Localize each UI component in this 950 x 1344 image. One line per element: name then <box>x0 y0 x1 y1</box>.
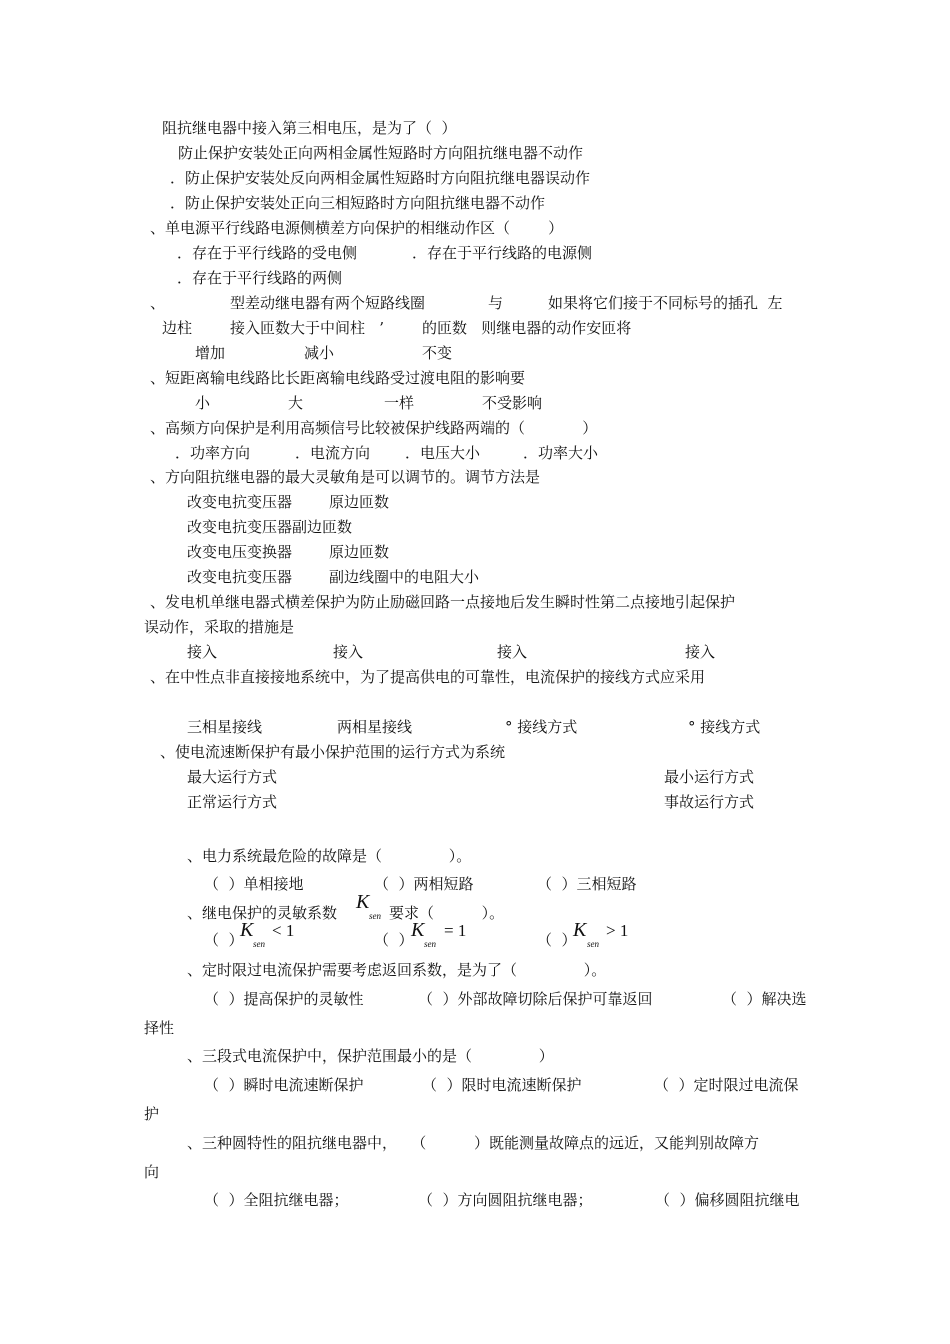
q14-option-2: （ ）方向圆阻抗继电器； <box>418 1191 593 1209</box>
q3-stem-part2: 型差动继电器有两个短路线圈 <box>230 294 426 312</box>
q5-option-3: ．电压大小 <box>405 444 481 462</box>
q6-option-b: 改变电抗变压器副边匝数 <box>187 518 353 536</box>
q13-option-3-wrap: 护 <box>144 1105 160 1123</box>
q12-stem: 、定时限过电流保护需要考虑返回系数，是为了（ ）。 <box>187 961 607 979</box>
q7-option-1: 接入 <box>187 643 218 661</box>
q8-option-4: ° 接线方式 <box>688 718 761 736</box>
q14-option-1: （ ）全阻抗继电器； <box>204 1191 349 1209</box>
q8-stem: 、在中性点非直接接地系统中，为了提高供电的可靠性，电流保护的接线方式应采用 <box>150 668 706 686</box>
q4-stem: 、短距离输电线路比长距离输电线路受过渡电阻的影响要 <box>150 369 526 387</box>
q8-option-2: 两相星接线 <box>337 718 413 736</box>
q2-option-c: ．存在于平行线路的两侧 <box>177 269 343 287</box>
q11-option-2-k-symbol: K <box>411 919 425 941</box>
q6-option-a-1: 改变电抗变压器 <box>187 493 293 511</box>
q3-line2-a: 边柱 <box>162 319 193 337</box>
q11-stem-part2: 要求（ ）。 <box>389 904 505 922</box>
q13-option-2: （ ）限时电流速断保护 <box>422 1076 582 1094</box>
q4-option-2: 大 <box>288 394 304 412</box>
q13-stem: 、三段式电流保护中，保护范围最小的是（ ） <box>187 1047 554 1065</box>
q1-option-b: ．防止保护安装处反向两相金属性短路时方向阻抗继电器误动作 <box>170 169 591 187</box>
q3-line2-c: 的匝数 则继电器的动作安匝将 <box>422 319 632 337</box>
q5-option-1: ．功率方向 <box>175 444 251 462</box>
q6-option-d-2: 副边线圈中的电阻大小 <box>329 568 480 586</box>
q9-stem: 、使电流速断保护有最小保护范围的运行方式为系统 <box>160 743 506 761</box>
q1-option-c: ．防止保护安装处正向三相短路时方向阻抗继电器不动作 <box>170 194 546 212</box>
q11-option-1-k-symbol: K <box>240 919 254 941</box>
q3-line2-b: 接入匝数大于中间柱 ’ <box>230 319 385 337</box>
q9-option-4: 事故运行方式 <box>664 793 755 811</box>
q12-option-2: （ ）外部故障切除后保护可靠返回 <box>418 990 653 1008</box>
q6-option-a-2: 原边匝数 <box>329 493 390 511</box>
q12-option-1: （ ）提高保护的灵敏性 <box>204 990 364 1008</box>
q2-option-a: ．存在于平行线路的受电侧 <box>177 244 358 262</box>
q11-option-1-paren: （ ） <box>204 931 244 949</box>
q10-stem: 、电力系统最危险的故障是（ ）。 <box>187 847 472 865</box>
q7-stem-line1: 、发电机单继电器式横差保护为防止励磁回路一点接地后发生瞬时性第二点接地引起保护 <box>150 593 736 611</box>
q9-option-2: 最小运行方式 <box>664 768 755 786</box>
q14-stem: 、三种圆特性的阻抗继电器中， （ ）既能测量故障点的远近，又能判别故障方 <box>187 1134 759 1152</box>
q1-stem: 阻抗继电器中接入第三相电压，是为了（ ） <box>162 119 457 137</box>
q8-option-1: 三相星接线 <box>187 718 263 736</box>
q7-option-2: 接入 <box>333 643 364 661</box>
q14-option-3: （ ）偏移圆阻抗继电 <box>655 1191 800 1209</box>
q9-option-3: 正常运行方式 <box>187 793 278 811</box>
q12-option-3-wrap: 择性 <box>144 1019 175 1037</box>
q3-option-3: 不变 <box>422 344 453 362</box>
q2-option-b: ．存在于平行线路的电源侧 <box>412 244 593 262</box>
q11-option-3-paren: （ ） <box>537 931 577 949</box>
q4-option-3: 一样 <box>384 394 415 412</box>
q11-stem-k-symbol: K <box>356 891 370 913</box>
q11-option-1-subscript: sen <box>253 939 265 949</box>
q3-option-1: 增加 <box>195 344 226 362</box>
q6-option-c-1: 改变电压变换器 <box>187 543 293 561</box>
q11-stem-part1: 、继电保护的灵敏系数 <box>187 904 338 922</box>
q10-option-1: （ ）单相接地 <box>204 875 304 893</box>
q5-stem: 、高频方向保护是利用高频信号比较被保护线路两端的（ ） <box>150 419 598 437</box>
q5-option-2: ．电流方向 <box>295 444 371 462</box>
q11-option-3-relation: > 1 <box>606 921 629 940</box>
q11-option-3-subscript: sen <box>587 939 599 949</box>
q11-option-3-k-symbol: K <box>573 919 587 941</box>
q10-option-2: （ ）两相短路 <box>374 875 474 893</box>
q10-option-3: （ ）三相短路 <box>537 875 637 893</box>
q7-option-4: 接入 <box>685 643 716 661</box>
q12-option-3: （ ）解决选 <box>722 990 807 1008</box>
q11-option-2-relation: = 1 <box>444 921 467 940</box>
q3-option-2: 减小 <box>304 344 335 362</box>
q6-option-d-1: 改变电抗变压器 <box>187 568 293 586</box>
q13-option-1: （ ）瞬时电流速断保护 <box>204 1076 364 1094</box>
q11-stem-k-subscript: sen <box>369 911 381 921</box>
q4-option-1: 小 <box>195 394 211 412</box>
q11-option-2-subscript: sen <box>424 939 436 949</box>
q3-stem-part3: 与 <box>488 294 504 312</box>
q13-option-3: （ ）定时限过电流保 <box>654 1076 799 1094</box>
q2-stem: 、单电源平行线路电源侧横差方向保护的相继动作区（ ） <box>150 219 564 237</box>
q4-option-4: 不受影响 <box>482 394 543 412</box>
q3-stem-part1: 、 <box>150 294 166 312</box>
q11-option-1-relation: < 1 <box>272 921 295 940</box>
q6-option-c-2: 原边匝数 <box>329 543 390 561</box>
q7-option-3: 接入 <box>497 643 528 661</box>
q1-option-a: 防止保护安装处正向两相金属性短路时方向阻抗继电器不动作 <box>178 144 584 162</box>
q7-stem-line2: 误动作，采取的措施是 <box>144 618 295 636</box>
q5-option-4: ．功率大小 <box>523 444 599 462</box>
q11-option-2-paren: （ ） <box>374 931 414 949</box>
q9-option-1: 最大运行方式 <box>187 768 278 786</box>
q14-stem-wrap: 向 <box>144 1163 160 1181</box>
q8-option-3: ° 接线方式 <box>505 718 578 736</box>
q6-stem: 、方向阻抗继电器的最大灵敏角是可以调节的。调节方法是 <box>150 468 541 486</box>
q3-stem-part4: 如果将它们接于不同标号的插孔 左 <box>548 294 783 312</box>
